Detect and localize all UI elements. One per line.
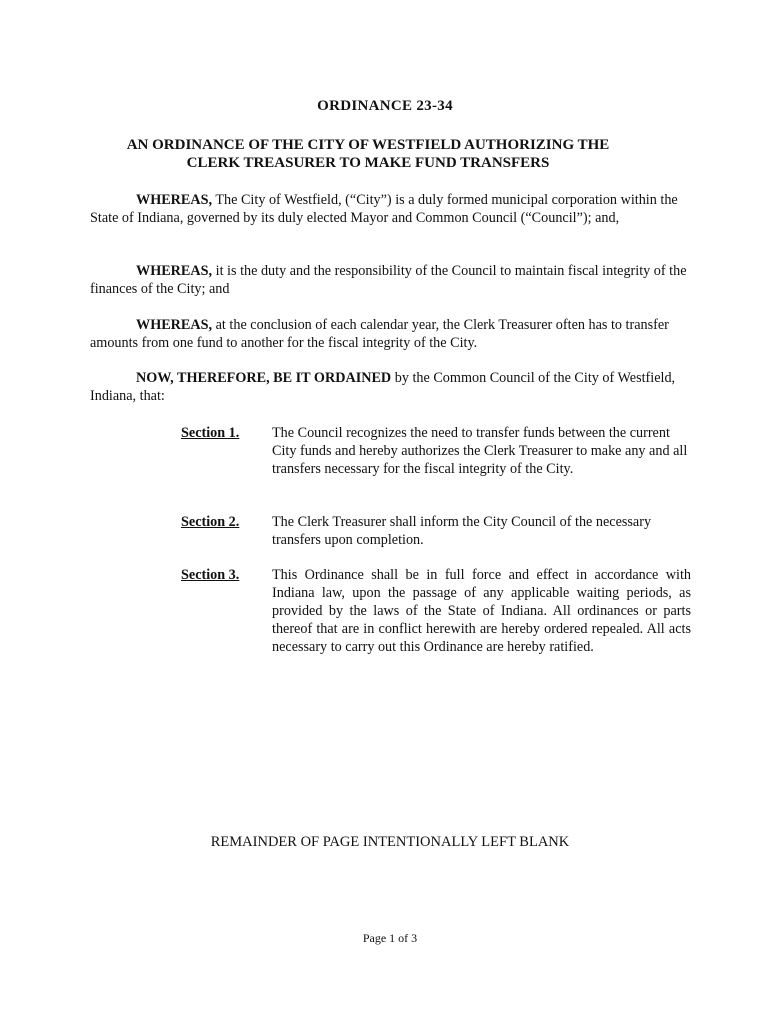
whereas-text: The City of Westfield, (“City”) is a duly formed municipal corporation within the State of Indiana, governed by its duly elected Mayor and Common Council (“Council”); and, [90,192,678,226]
section-label: Section 2. [181,514,240,530]
page-footer: Page 1 of 3 [362,931,418,945]
whereas-lead: WHEREAS, [136,192,213,208]
ordinance-title [90,136,646,172]
section-label: Section 1. [181,425,240,441]
whereas-text: it is the duty and the responsibility of the Council to maintain fiscal integrity of the finances of the City; and [90,263,687,297]
now-therefore-lead: NOW, THEREFORE, BE IT ORDAINED [136,370,392,386]
now-therefore-text: by the Common Council of the City of Westfield, Indiana, that: [90,370,676,404]
ordinance-title-line-1: AN ORDINANCE OF THE CITY OF WESTFIELD AUTHORIZING THE [126,137,610,153]
whereas-lead: WHEREAS, [136,263,213,279]
now-therefore-paragraph [90,370,690,405]
ordinance-number: ORDINANCE 23-34 [317,98,453,114]
whereas-paragraph-3 [90,317,690,352]
remainder-note: REMAINDER OF PAGE INTENTIONALLY LEFT BLANK [210,834,570,850]
section-label: Section 3. [181,567,240,583]
whereas-lead: WHEREAS, [136,317,213,333]
whereas-paragraph-2 [90,263,690,298]
section-text: This Ordinance shall be in full force and effect in accordance with Indiana law, upon the passage of any applicable waiting periods, as provided by the laws of the State of Indiana. All ordinances or parts thereof that are in conflict herewith are hereby ordered repealed. All acts necessary to carry out this Ordinance are hereby ratified. [272,567,691,655]
section-text: The Clerk Treasurer shall inform the City Council of the necessary transfers upon completion. [272,514,652,548]
whereas-text: at the conclusion of each calendar year, the Clerk Treasurer often has to transfer amounts from one fund to another for the fiscal integrity of the City. [90,317,669,351]
section-text: The Council recognizes the need to transfer funds between the current City funds and hereby authorizes the Clerk Treasurer to make any and all transfers necessary for the fiscal integrity of the City. [272,425,688,477]
whereas-paragraph-1 [90,192,690,227]
ordinance-title-line-2: CLERK TREASURER TO MAKE FUND TRANSFERS [186,155,550,171]
